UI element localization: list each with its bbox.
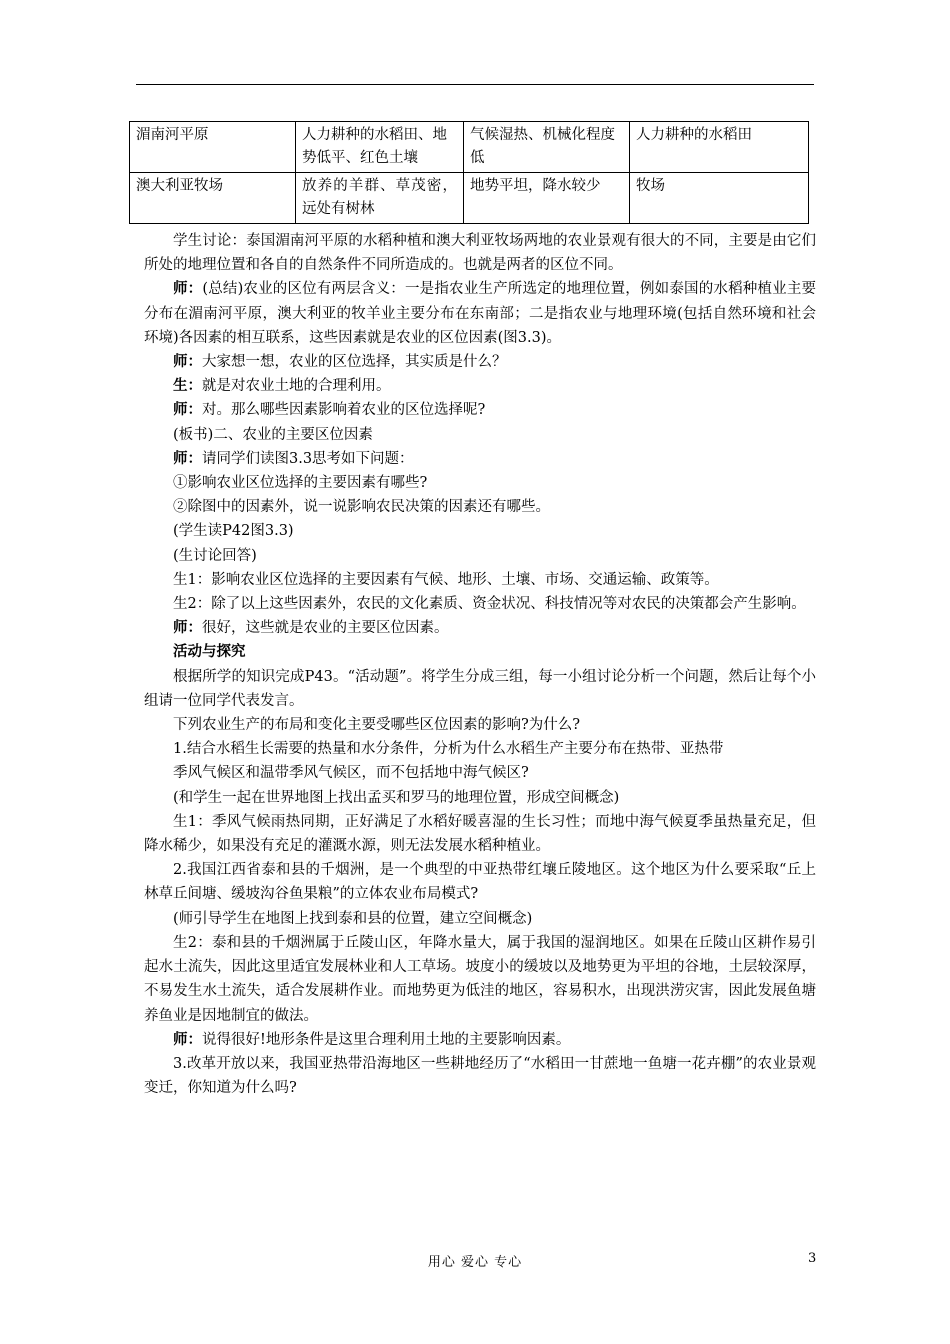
- paragraph-text: 生2：泰和县的千烟洲属于丘陵山区，年降水量大，属于我国的湿润地区。如果在丘陵山区耕作易引起水土流失，因此这里适宜发展林业和人工草场。坡度小的缓坡以及地势更为平坦的谷地，土层较深厚，不易发生水土流失，适合发展耕作业。而地势更为低洼的地区，容易积水，出现洪涝灾害，因此发展鱼塘养鱼业是因地制宜的做法。: [144, 934, 816, 1024]
- paragraph: [144, 423, 816, 447]
- paragraph: [144, 374, 816, 398]
- paragraph: [144, 1052, 816, 1100]
- paragraph-text: ①影响农业区位选择的主要因素有哪些?: [173, 475, 428, 492]
- paragraph: [144, 907, 816, 931]
- paragraph-text: (总结)农业的区位有两层含义：一是指农业生产所选定的地理位置，例如泰国的水稻种植业主要分布在湄南河平原，澳大利亚的牧羊业主要分布在东南部；二是指农业与地理环境(包括自然环境和社会环境)各因素的相互联系，这些因素就是农业的区位因素(图3.3)。: [144, 281, 817, 346]
- paragraph: [144, 229, 816, 277]
- table-row: [130, 122, 809, 173]
- paragraph: [144, 471, 816, 495]
- speaker-label: 师：: [173, 401, 202, 419]
- paragraph: [144, 519, 816, 543]
- paragraph: [144, 592, 816, 616]
- table-cell: 气候湿热、机械化程度低: [464, 122, 630, 173]
- speaker-label: 师：: [173, 1030, 202, 1048]
- paragraph: [144, 398, 816, 422]
- table-cell: 人力耕种的水稻田: [630, 122, 809, 173]
- paragraph-text: 根据所学的知识完成P43。“活动题”。将学生分成三组，每一小组讨论分析一个问题，然后让每个小组请一位同学代表发言。: [144, 668, 816, 709]
- paragraph-text: 生2：除了以上这些因素外，农民的文化素质、资金状况、科技情况等对农民的决策都会产生影响。: [173, 596, 806, 613]
- paragraph: [144, 350, 816, 374]
- paragraph-text: 3.改革开放以来，我国亚热带沿海地区一些耕地经历了“水稻田一甘蔗地一鱼塘一花卉棚”的农业景观变迁，你知道为什么吗?: [144, 1055, 817, 1097]
- paragraph: [144, 810, 816, 858]
- paragraph-text: (和学生一起在世界地图上找出孟买和罗马的地理位置，形成空间概念): [173, 789, 620, 806]
- paragraph-text: (学生读P42图3.3): [173, 523, 294, 540]
- table-cell: 地势平坦，降水较少: [464, 173, 630, 224]
- paragraph-text: 1.结合水稻生长需要的热量和水分条件，分析为什么水稻生产主要分布在热带、亚热带: [173, 741, 724, 758]
- paragraph-text: (板书)二、农业的主要区位因素: [173, 426, 373, 443]
- page-number: 3: [808, 1251, 817, 1266]
- paragraph: [144, 737, 816, 761]
- paragraph-text: 大家想一想，农业的区位选择，其实质是什么？: [202, 354, 507, 371]
- paragraph-text: ②除图中的因素外，说一说影响农民决策的因素还有哪些。: [173, 499, 550, 516]
- table-cell: 澳大利亚牧场: [130, 173, 296, 224]
- comparison-table: [129, 121, 809, 224]
- table-cell: 牧场: [630, 173, 809, 224]
- header-rule: [136, 84, 814, 85]
- paragraph: [144, 1028, 816, 1052]
- paragraph: [144, 786, 816, 810]
- paragraph-text: 就是对农业土地的合理利用。: [202, 378, 391, 395]
- paragraph-text: 对。那么哪些因素影响着农业的区位选择呢?: [202, 402, 486, 419]
- table-row: [130, 173, 809, 224]
- paragraph-text: 说得很好!地形条件是这里合理利用土地的主要影响因素。: [202, 1031, 571, 1048]
- paragraph-text: 生1：季风气候雨热同期，正好满足了水稻好暖喜湿的生长习性；而地中海气候夏季虽热量充足，但降水稀少，如果没有充足的灌溉水源，则无法发展水稻种植业。: [144, 813, 816, 855]
- speaker-label: 师：: [173, 619, 202, 637]
- speaker-label: 师：: [173, 280, 203, 298]
- speaker-label: 生：: [173, 377, 202, 395]
- paragraph-text: 下列农业生产的布局和变化主要受哪些区位因素的影响?为什么?: [173, 717, 581, 734]
- paragraph-text: 学生讨论：泰国湄南河平原的水稻种植和澳大利亚牧场两地的农业景观有很大的不同，主要是由它们所处的地理位置和各自的自然条件不同所造成的。也就是两者的区位不同。: [144, 233, 816, 274]
- paragraph-text: (生讨论回答): [173, 547, 257, 564]
- paragraph: [144, 568, 816, 592]
- paragraph: [144, 277, 816, 350]
- paragraph: [144, 447, 816, 471]
- paragraph-text: 生1：影响农业区位选择的主要因素有气候、地形、土壤、市场、交通运输、政策等。: [173, 571, 719, 588]
- paragraph: [144, 495, 816, 519]
- paragraph: [144, 640, 816, 664]
- table-cell: 放养的羊群、草茂密，远处有树林: [296, 173, 464, 224]
- paragraph: [144, 616, 816, 640]
- paragraph-text: 季风气候区和温带季风气候区，而不包括地中海气候区?: [173, 765, 529, 782]
- table-cell: 人力耕种的水稻田、地势低平、红色土壤: [296, 122, 464, 173]
- paragraph: [144, 931, 816, 1028]
- paragraph: [144, 858, 816, 906]
- lesson-body: [144, 229, 816, 1100]
- paragraph-text: 活动与探究: [173, 643, 246, 661]
- paragraph: [144, 713, 816, 737]
- paragraph-text: 2.我国江西省泰和县的千烟洲，是一个典型的中亚热带红壤丘陵地区。这个地区为什么要采取“丘上林草丘间塘、缓坡沟谷鱼果粮”的立体农业布局模式?: [144, 862, 816, 903]
- paragraph: [144, 665, 816, 713]
- paragraph: [144, 761, 816, 785]
- footer-motto: 用心 爱心 专心: [427, 1255, 523, 1270]
- paragraph-text: (师引导学生在地图上找到泰和县的位置，建立空间概念): [173, 910, 533, 927]
- paragraph: [144, 544, 816, 568]
- paragraph-text: 很好，这些就是农业的主要区位因素。: [202, 620, 449, 637]
- speaker-label: 师：: [173, 353, 202, 371]
- table-cell: 湄南河平原: [130, 122, 296, 173]
- paragraph-text: 请同学们读图3.3思考如下问题：: [202, 450, 414, 467]
- speaker-label: 师：: [173, 449, 202, 467]
